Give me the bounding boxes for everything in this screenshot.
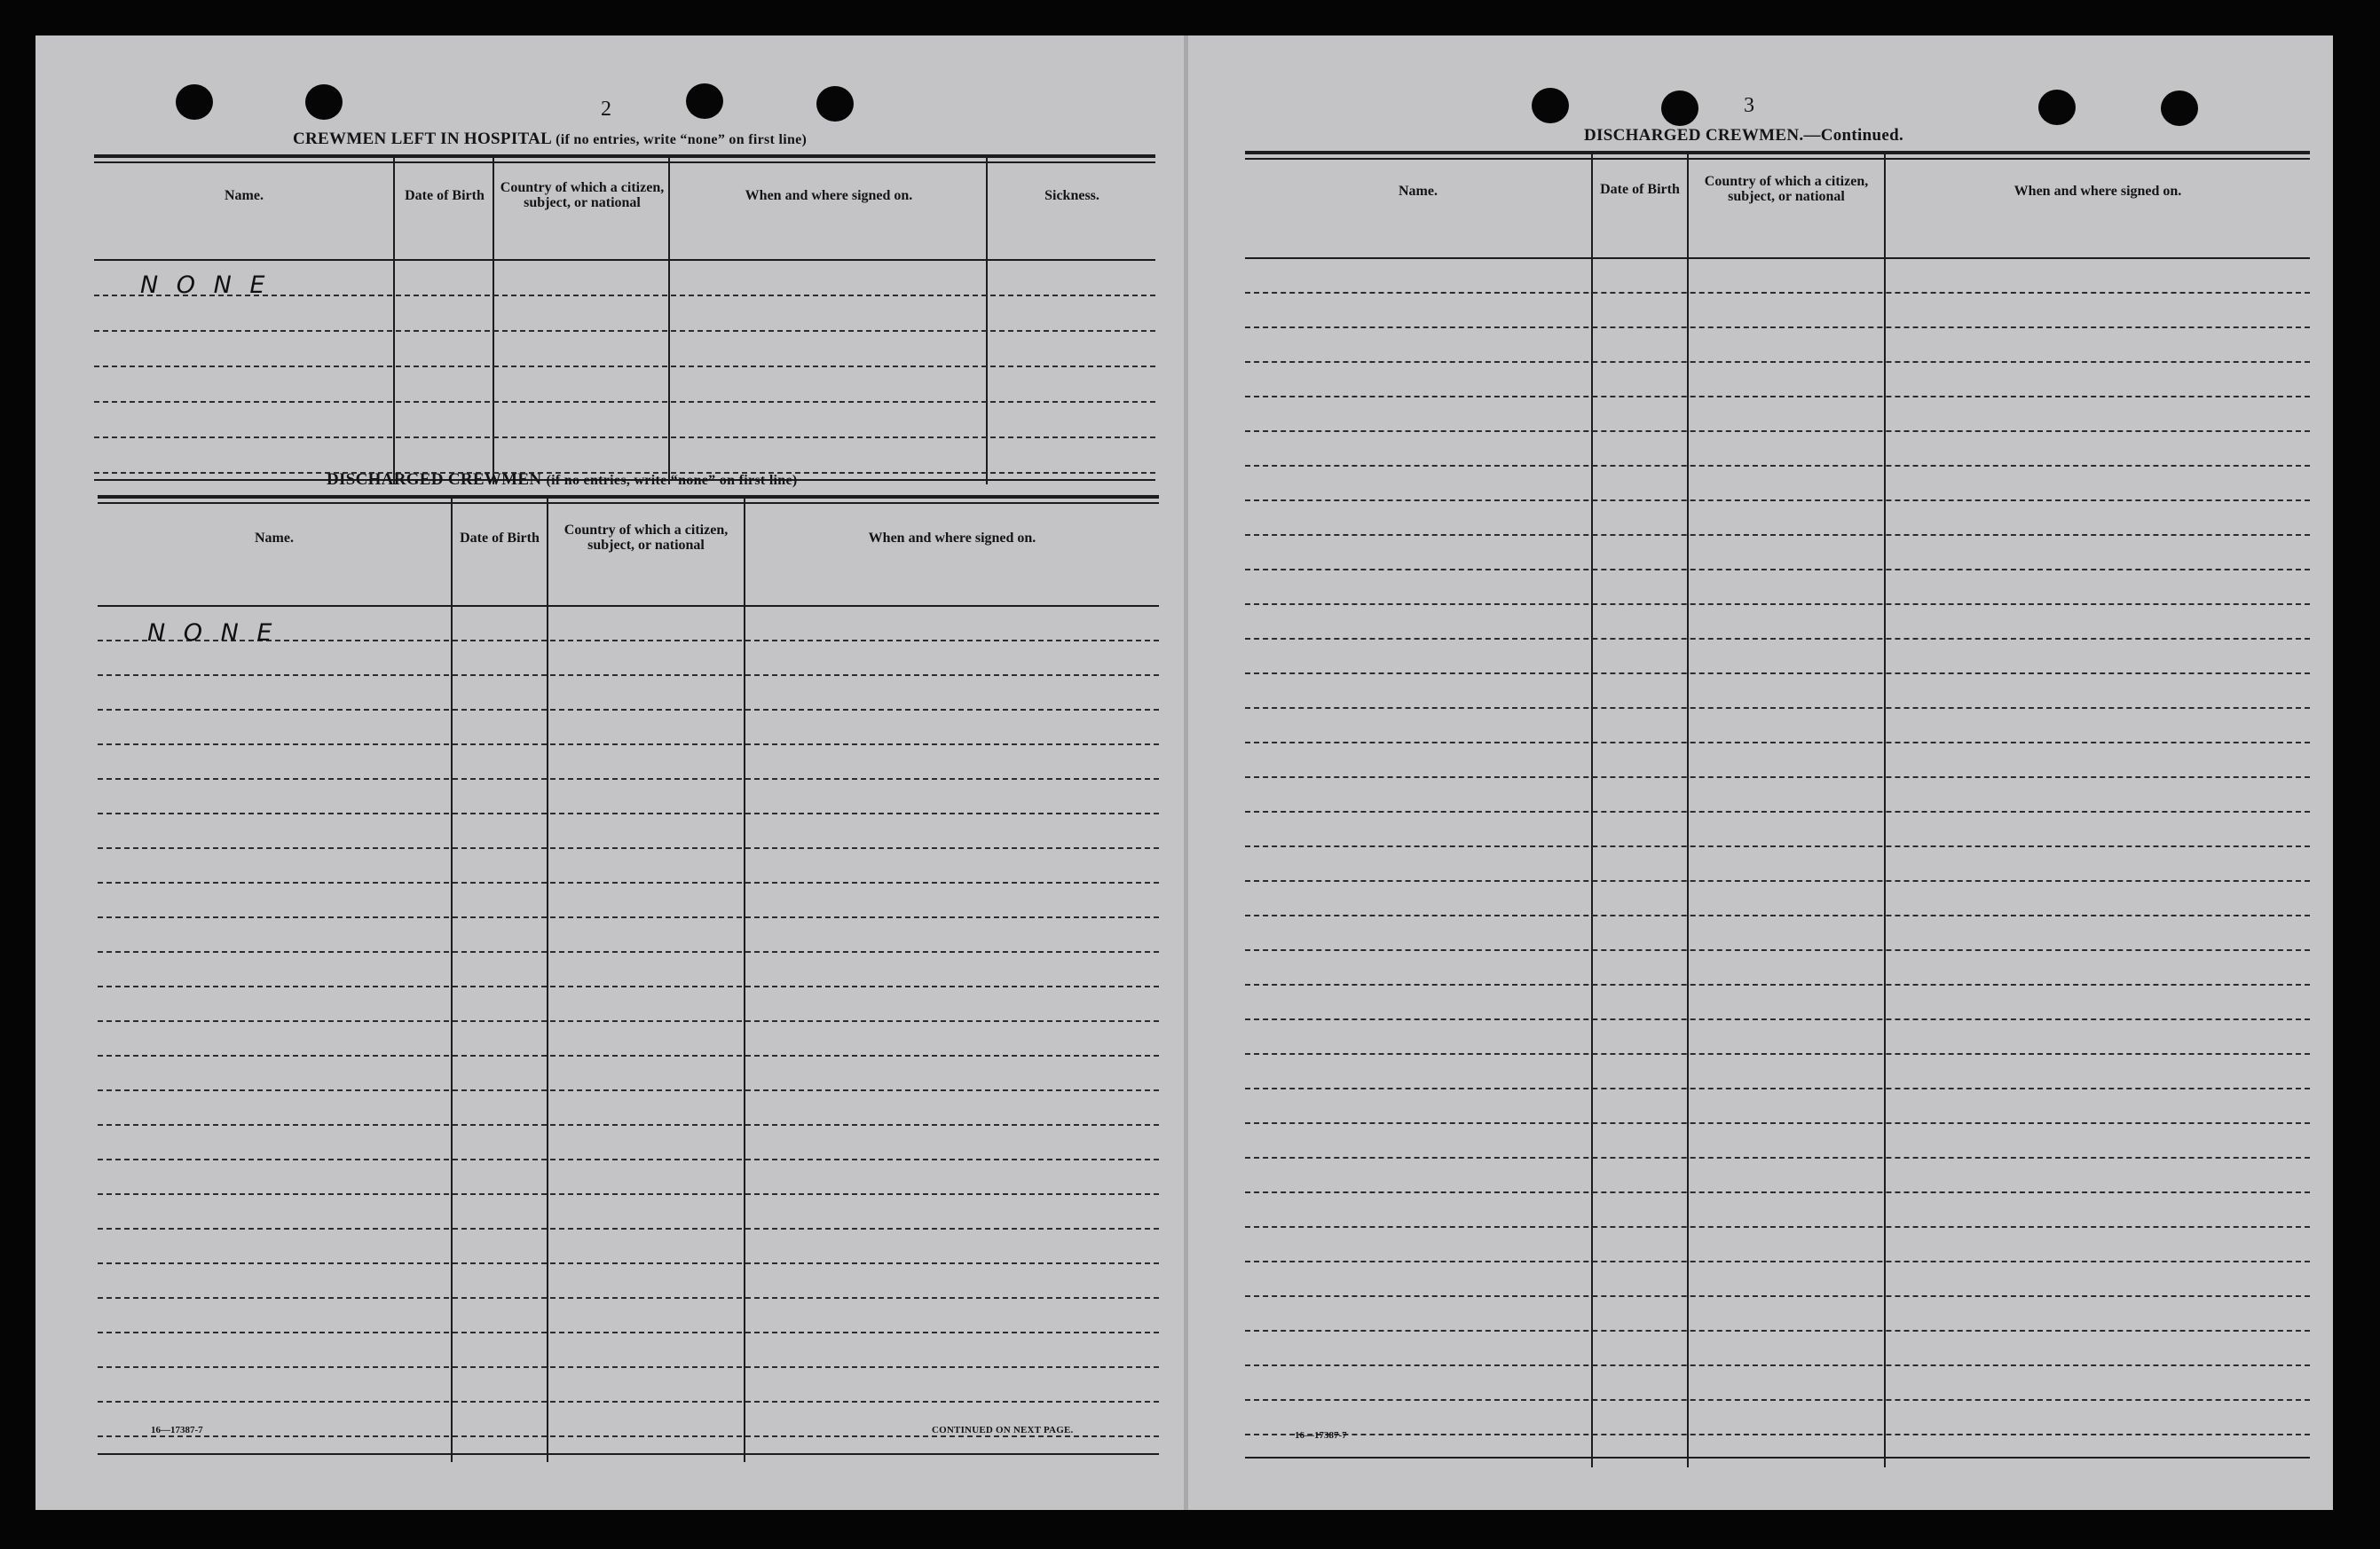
ruled-line <box>98 1228 1159 1230</box>
ruled-line <box>94 401 1155 403</box>
punch-hole <box>2038 90 2076 125</box>
ruled-line <box>1245 1018 2310 1020</box>
ruled-line <box>98 709 1159 711</box>
ruled-line <box>1245 1157 2310 1159</box>
column-header-signed-on: When and where signed on. <box>868 530 1036 546</box>
continued-note: CONTINUED ON NEXT PAGE. <box>932 1425 1074 1435</box>
ruled-line <box>1245 361 2310 363</box>
discharged-continued-title: DISCHARGED CREWMEN.—Continued. <box>1584 126 1904 145</box>
punch-hole <box>816 86 854 122</box>
punch-hole <box>2161 90 2198 126</box>
ruled-line <box>98 951 1159 953</box>
ruled-line <box>1245 1295 2310 1297</box>
ruled-line <box>98 1262 1159 1264</box>
ruled-line <box>98 1124 1159 1126</box>
column-header-name: Name. <box>1399 183 1438 199</box>
punch-hole <box>305 84 343 120</box>
ruled-line <box>98 847 1159 849</box>
column-header-sickness: Sickness. <box>1044 187 1099 203</box>
ruled-line <box>98 986 1159 987</box>
ruled-line <box>1245 638 2310 640</box>
column-header-country: Country of which a citizen, subject, or national <box>500 180 665 210</box>
discharged-none-entry: N O N E <box>147 619 278 647</box>
ruled-line <box>94 436 1155 438</box>
discharged-continued-table <box>1245 151 2310 1467</box>
punch-hole <box>1532 88 1569 123</box>
ruled-line <box>1245 672 2310 674</box>
discharged-rows <box>1245 259 2310 1451</box>
page-number: 3 <box>1744 94 1754 117</box>
ruled-line <box>98 1332 1159 1333</box>
ruled-line <box>1245 1088 2310 1089</box>
ruled-line <box>98 1055 1159 1057</box>
column-header-signed-on: When and where signed on. <box>2014 183 2182 199</box>
column-header-name: Name. <box>225 187 264 203</box>
ruled-line <box>98 1435 1159 1437</box>
column-header-country: Country of which a citizen, subject, or national <box>1704 174 1869 204</box>
column-header-name: Name. <box>255 530 294 546</box>
ruled-line <box>1245 1330 2310 1332</box>
ruled-line <box>98 1401 1159 1403</box>
page-number: 2 <box>601 98 611 121</box>
ruled-line <box>1245 326 2310 328</box>
ruled-line <box>1245 1434 2310 1435</box>
ruled-line <box>1245 707 2310 709</box>
ruled-line <box>1245 1053 2310 1055</box>
left-page <box>35 35 1184 1510</box>
ruled-line <box>98 1366 1159 1368</box>
ruled-line <box>1245 1399 2310 1401</box>
ruled-line <box>1245 292 2310 294</box>
column-header-country: Country of which a citizen, subject, or national <box>563 523 729 553</box>
form-number: 16—17387-7 <box>1295 1430 1347 1441</box>
ruled-line <box>1245 915 2310 916</box>
hospital-none-entry: N O N E <box>140 271 271 299</box>
punch-hole <box>686 83 723 119</box>
ruled-line <box>1245 569 2310 570</box>
ruled-line <box>98 1020 1159 1022</box>
ruled-line <box>1245 396 2310 397</box>
column-header-date-of-birth: Date of Birth <box>405 187 485 203</box>
ruled-line <box>1245 811 2310 813</box>
ruled-line <box>98 813 1159 814</box>
discharged-rows <box>98 607 1159 1450</box>
ruled-line <box>98 882 1159 884</box>
ruled-line <box>1245 776 2310 778</box>
ruled-line <box>1245 880 2310 882</box>
column-header-signed-on: When and where signed on. <box>745 187 913 203</box>
ruled-line <box>98 778 1159 780</box>
ruled-line <box>1245 1191 2310 1193</box>
ruled-line <box>1245 1261 2310 1262</box>
ruled-line <box>98 674 1159 676</box>
ruled-line <box>94 366 1155 367</box>
ruled-line <box>1245 984 2310 986</box>
hospital-table <box>94 154 1155 484</box>
ruled-line <box>1245 465 2310 467</box>
ruled-line <box>1245 1226 2310 1228</box>
ruled-line <box>1245 499 2310 501</box>
punch-hole <box>1661 90 1698 126</box>
ruled-line <box>98 1159 1159 1160</box>
ruled-line <box>1245 534 2310 536</box>
column-header-date-of-birth: Date of Birth <box>1600 181 1680 197</box>
ruled-line <box>1245 603 2310 605</box>
right-page <box>1188 35 2333 1510</box>
ruled-line <box>98 743 1159 745</box>
ruled-line <box>94 330 1155 332</box>
discharged-table <box>98 495 1159 1462</box>
ruled-line <box>98 1089 1159 1091</box>
ruled-line <box>98 1193 1159 1195</box>
ruled-line <box>1245 949 2310 951</box>
ruled-line <box>1245 845 2310 847</box>
ruled-line <box>98 1297 1159 1299</box>
ruled-line <box>1245 430 2310 432</box>
ruled-line <box>1245 742 2310 743</box>
column-header-date-of-birth: Date of Birth <box>460 530 540 546</box>
hospital-section-title: CREWMEN LEFT IN HOSPITAL (if no entries, write “none” on first line) <box>293 130 808 148</box>
punch-hole <box>176 84 213 120</box>
form-number: 16—17387-7 <box>151 1425 203 1435</box>
discharged-section-title: DISCHARGED CREWMEN (if no entries, write “none” on first line) <box>327 470 798 489</box>
ruled-line <box>1245 1364 2310 1366</box>
ruled-line <box>98 916 1159 918</box>
ruled-line <box>1245 1122 2310 1124</box>
